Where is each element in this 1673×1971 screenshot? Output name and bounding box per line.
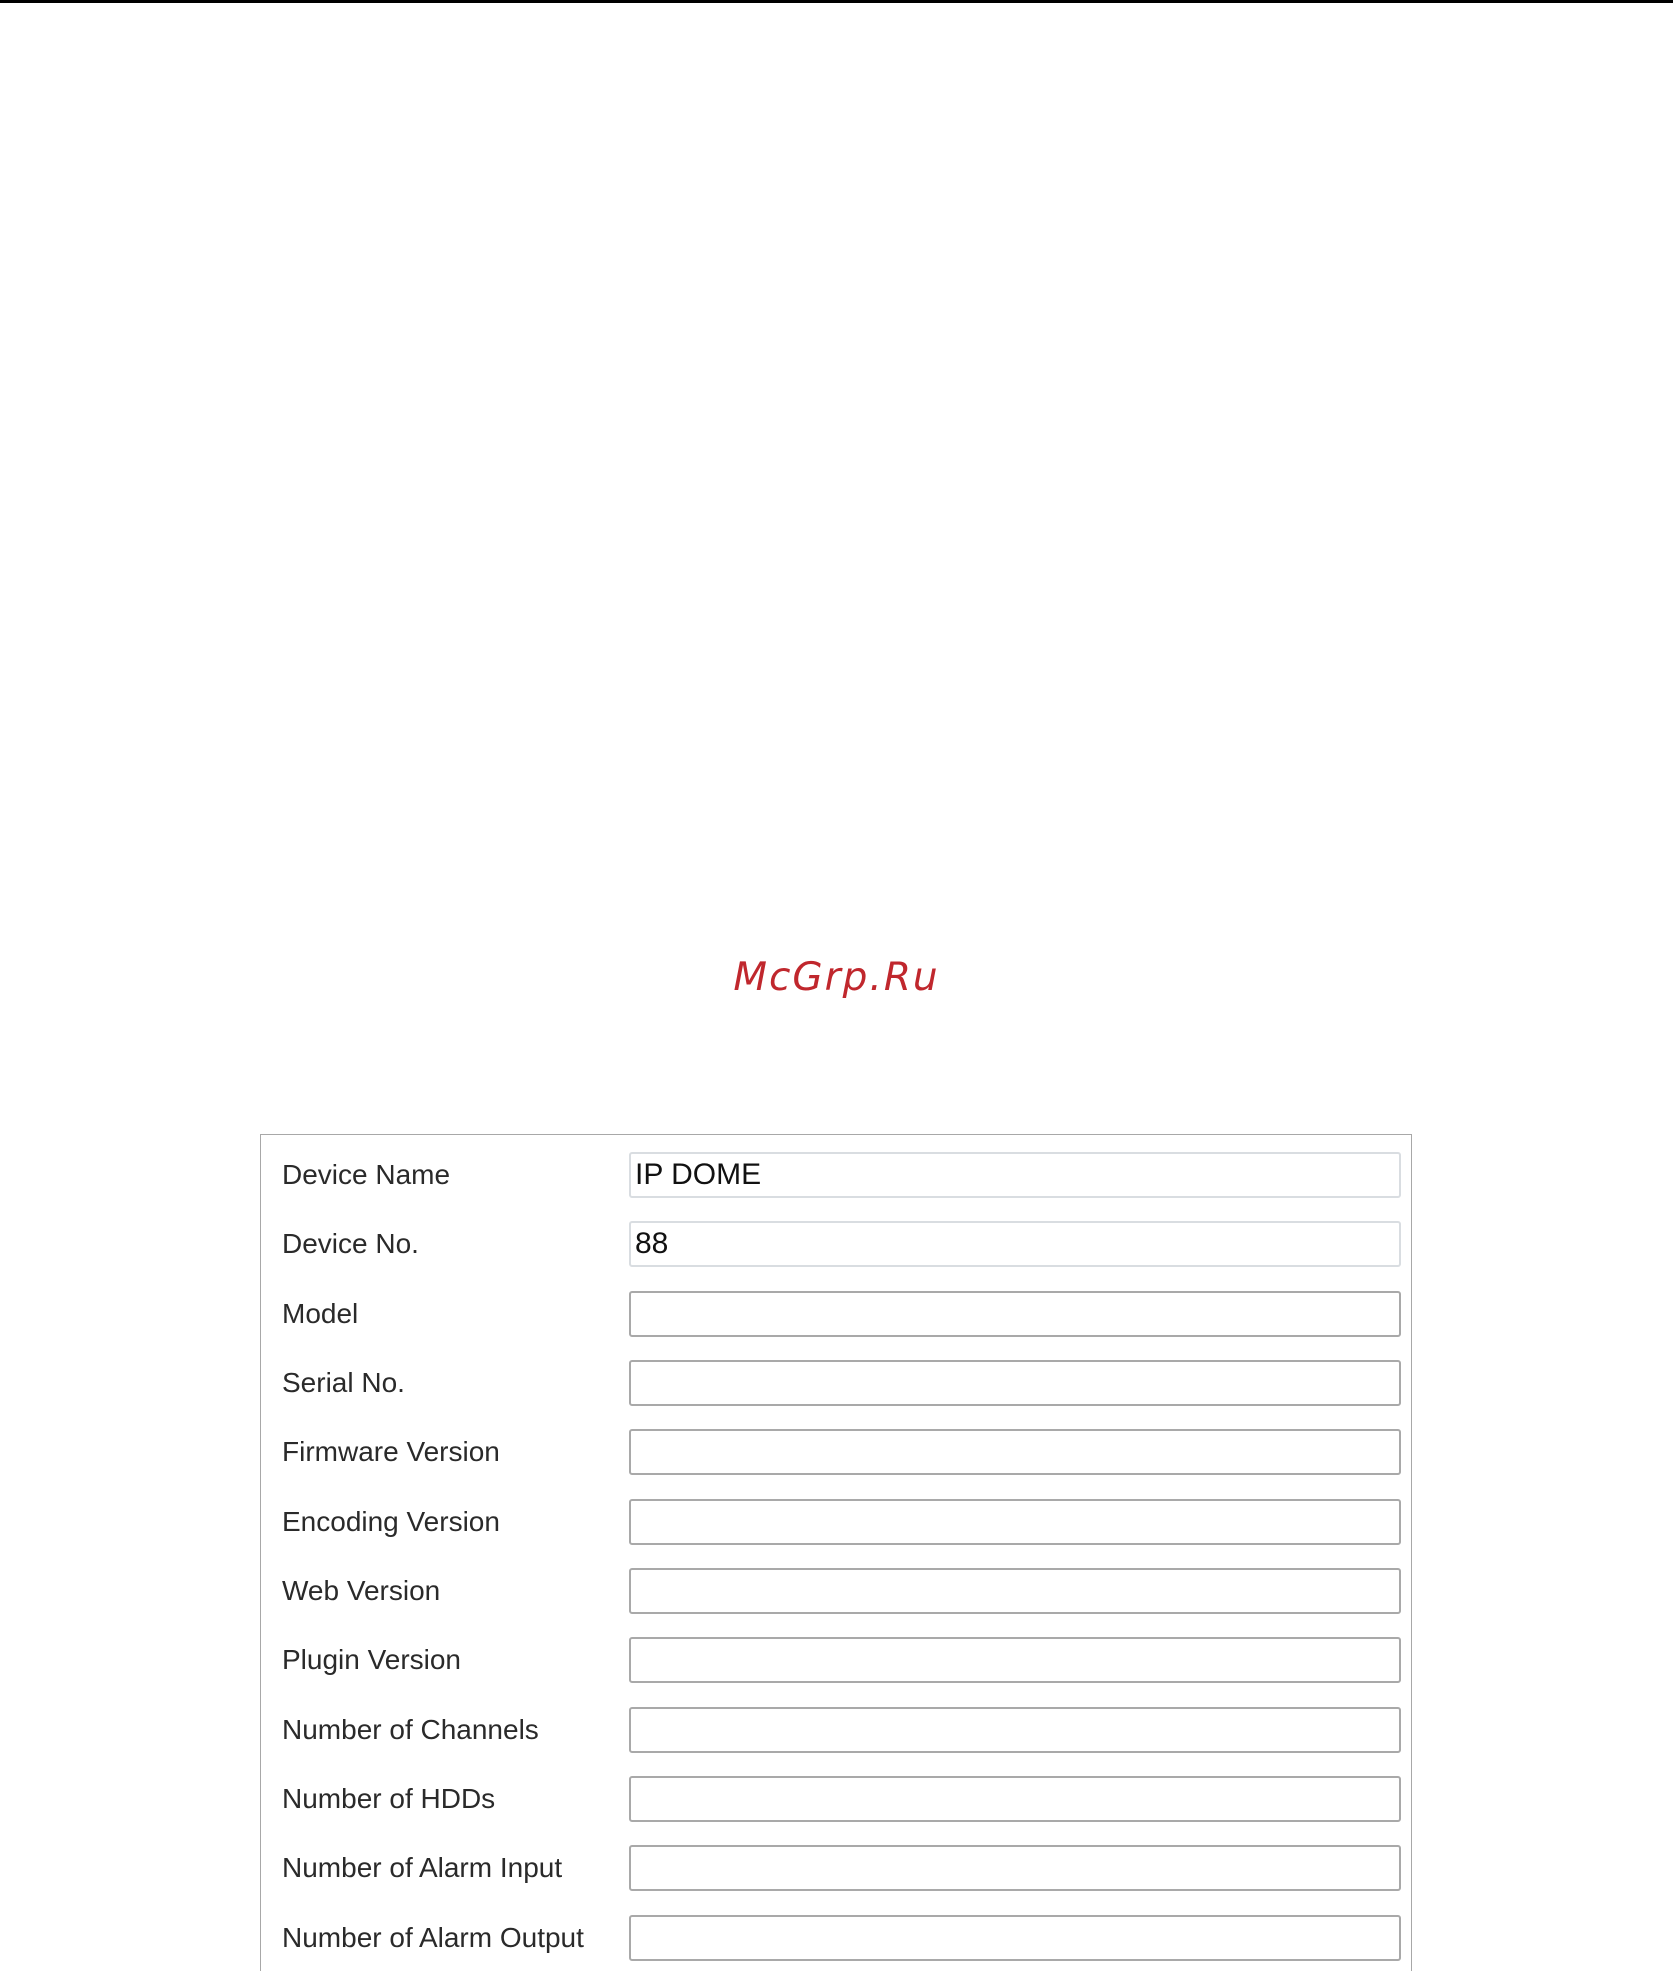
device-no-row [261,1221,1411,1267]
encoding-version-label: Encoding Version [282,1506,500,1537]
number-of-alarm-output-field [629,1915,1401,1961]
firmware-version-label: Firmware Version [282,1436,500,1467]
device-name-field[interactable]: IP DOME [629,1152,1401,1198]
web-version-field [629,1568,1401,1614]
device-no-field[interactable]: 88 [629,1221,1401,1267]
firmware-version-row [261,1429,1411,1475]
device-name-row [261,1152,1411,1198]
serial-no-label: Serial No. [282,1367,405,1398]
model-row [261,1291,1411,1337]
number-of-channels-label: Number of Channels [282,1714,539,1745]
device-name-label: Device Name [282,1159,451,1190]
model-label: Model [282,1298,359,1329]
web-version-label: Web Version [282,1575,441,1606]
number-of-alarm-output-row [261,1915,1411,1961]
number-of-channels-field [629,1707,1401,1753]
watermark-text: McGrp.Ru [733,955,940,1000]
number-of-hdds-label: Number of HDDs [282,1783,496,1814]
plugin-version-row [261,1637,1411,1683]
number-of-hdds-row [261,1776,1411,1822]
number-of-alarm-input-label: Number of Alarm Input [282,1852,563,1883]
encoding-version-field [629,1499,1401,1545]
firmware-version-field [629,1429,1401,1475]
number-of-alarm-input-row [261,1845,1411,1891]
number-of-alarm-output-label: Number of Alarm Output [282,1922,584,1953]
number-of-alarm-input-field [629,1845,1401,1891]
model-field [629,1291,1401,1337]
page-top-rule [0,0,1673,3]
plugin-version-field [629,1637,1401,1683]
number-of-hdds-field [629,1776,1401,1822]
number-of-channels-row [261,1707,1411,1753]
device-no-label: Device No. [282,1228,419,1259]
device-info-panel [260,1134,1412,1971]
serial-no-row [261,1360,1411,1406]
web-version-row [261,1568,1411,1614]
plugin-version-label: Plugin Version [282,1644,462,1675]
encoding-version-row [261,1499,1411,1545]
serial-no-field [629,1360,1401,1406]
